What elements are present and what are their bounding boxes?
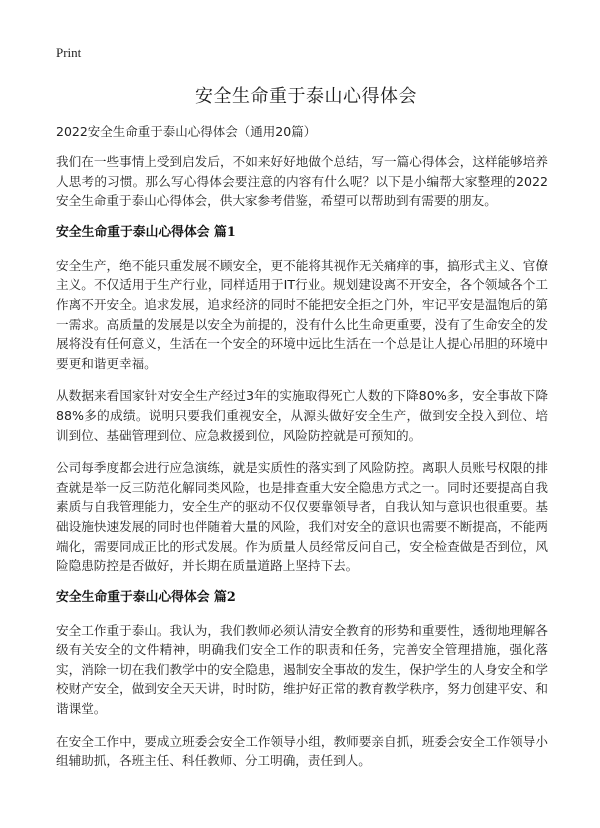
page-title: 安全生命重于泰山心得体会: [195, 86, 417, 107]
section-heading: 安全生命重于泰山心得体会 篇1: [56, 224, 236, 240]
document-subtitle: 2022安全生命重于泰山心得体会（通用20篇）: [56, 124, 317, 139]
print-link[interactable]: Print: [56, 45, 82, 60]
section-2-paragraph-1: 安全工作重于泰山。我认为，我们教师必须认清安全教育的形势和重要性，透彻地理解各级有关安全的文件精神，明确我们安全工作的职责和任务，完善安全管理措施，强化落实，消除一切在我们教学中的安全隐患，遏制安全事故的发生，保护学生的人身安全和学校财产安全，做到安全天天讲，时时防，维护好正常的教育教学秩序，努力创建平安、和谐课堂。: [56, 622, 548, 717]
section-1-paragraph-3: 公司每季度都会进行应急演练，就是实质性的落实到了风险防控。离职人员账号权限的排查就是举一反三防范化解同类风险，也是排查重大安全隐患方式之一。同时还要提高自我素质与自我管理能力，安全生产的驱动不仅仅要靠领导者，自我认知与意识也很重要。基础设施快速发展的同时也伴随着大量的风险，我们对安全的意识也需要不断提高，不能两端化，需要同成正比的形式发展。作为质量人员经常反问自己，安全检查做是否到位，风险隐患防控是否做好，并长期在质量道路上坚持下去。: [56, 460, 548, 574]
section-2: [56, 589, 548, 771]
intro-paragraph: 我们在一些事情上受到启发后，不如来好好地做个总结，写一篇心得体会，这样能够培养人思考的习惯。那么写心得体会要注意的内容有什么呢？以下是小编帮大家整理的2022安全生命重于泰山心得体会，供大家参考借鉴，希望可以帮助到有需要的朋友。: [56, 154, 548, 209]
section-1-paragraph-1: 安全生产，绝不能只重发展不顾安全，更不能将其视作无关痛痒的事，搞形式主义、官僚主义。不仅适用于生产行业，同样适用于IT行业。规划建设离不开安全，各个领域各个工作离不开安全。追求发展，追求经济的同时不能把安全拒之门外，牢记平安是温饱后的第一需求。高质量的发展是以安全为前提的，没有什么比生命更重要，没有了生命安全的发展将没有任何意义，生活在一个安全的环境中远比生活在一个总是让人提心吊胆的环境中要更和谐更幸福。: [56, 257, 548, 371]
section-heading: 安全生命重于泰山心得体会 篇2: [56, 589, 236, 605]
section-1: [56, 224, 548, 576]
section-2-paragraph-2: 在安全工作中，要成立班委会安全工作领导小组，教师要亲自抓，班委会安全工作领导小组辅助抓，各班主任、科任教师、分工明确，责任到人。: [56, 733, 548, 769]
section-1-paragraph-2: 从数据来看国家针对安全生产经过3年的实施取得死亡人数的下降80%多，安全事故下降88%多的成绩。说明只要我们重视安全，从源头做好安全生产，做到安全投入到位、培训到位、基础管理到位、应急救援到位，风险防控就是可预知的。: [56, 388, 548, 443]
article-body: [56, 152, 548, 784]
